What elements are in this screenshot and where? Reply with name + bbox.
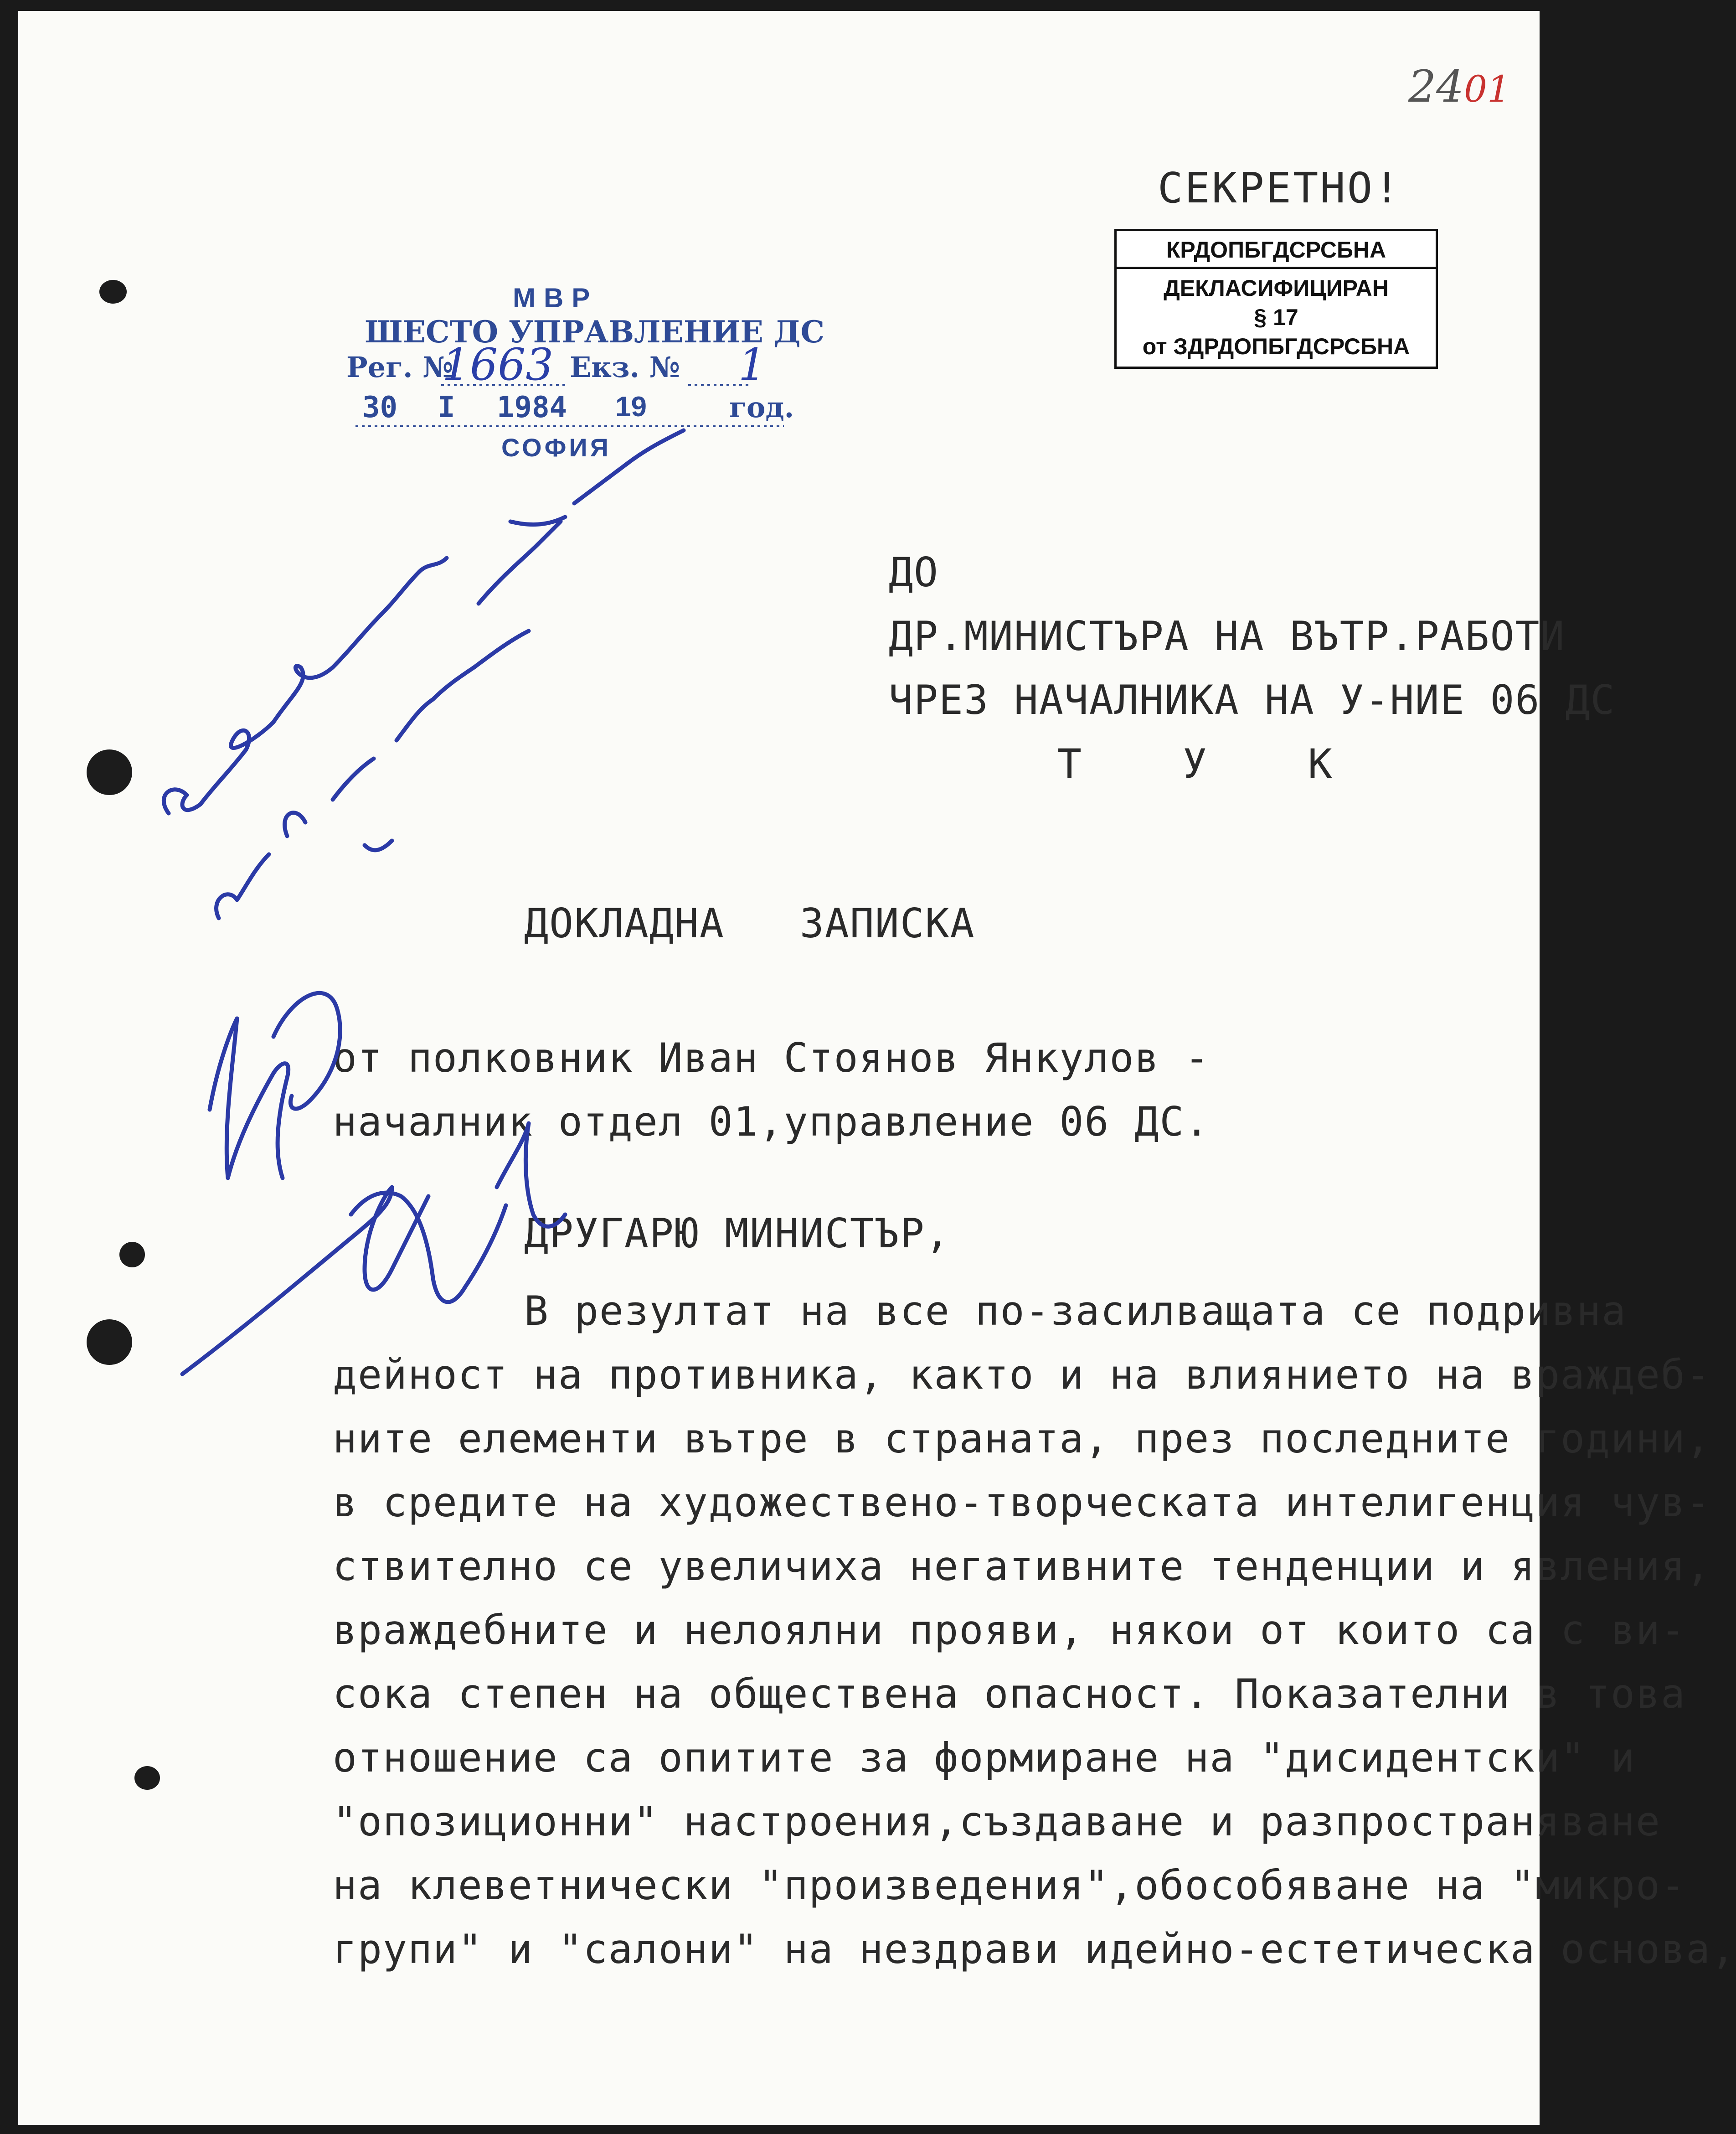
stamp-underlines — [328, 282, 839, 474]
stamp-department: ШЕСТО УПРАВЛЕНИЕ ДС — [365, 314, 825, 350]
stamp-date-day: 30 — [362, 391, 398, 424]
stamp-reg-number: 1663 — [442, 339, 554, 390]
stamp-date-year: 1984 — [497, 391, 567, 424]
stamp-reg-label: Рег. № — [346, 351, 453, 384]
page-number-main: 24 — [1408, 61, 1464, 112]
stamp-ministry: МВР — [513, 283, 598, 313]
author-line1: от полковник Иван Стоянов Янкулов - — [333, 1034, 1210, 1081]
punch-hole — [87, 1319, 132, 1365]
stamp-year-prefix: 19 — [615, 391, 647, 423]
body-line: ните елементи вътре в страната, през последните години, — [333, 1415, 1711, 1462]
stamp-year-suffix: год. — [729, 391, 794, 424]
page-number-red: 01 — [1464, 68, 1510, 110]
classification-mark: СЕКРЕТНО! — [1158, 164, 1401, 212]
addressee-line2: ЧРЕЗ НАЧАЛНИКА НА У-НИЕ 06 ДС — [889, 677, 1616, 723]
declassification-line3: от ЗДРДОПБГДСРСБНА — [1142, 334, 1410, 359]
stamp-copy-label: Екз. № — [570, 351, 680, 384]
addressee-line1: ДР.МИНИСТЪРА НА ВЪТР.РАБОТИ — [889, 613, 1566, 660]
body-line: ствително се увеличиха негативните тенденции и явления, — [333, 1543, 1711, 1590]
addressee-line3: Т У К — [1057, 740, 1333, 787]
author-line2: началник отдел 01,управление 06 ДС. — [333, 1098, 1210, 1145]
declassification-box — [1114, 229, 1438, 369]
body-line: враждебните и нелоялни прояви, някои от които са с ви- — [333, 1607, 1686, 1653]
body-line: В резултат на все по-засилващата се подривна — [524, 1287, 1627, 1334]
punch-hole — [99, 280, 127, 304]
declassification-header: КРДОПБГДСРСБНА — [1117, 231, 1436, 269]
body-line: дейност на противника, както и на влиянието на враждеб- — [333, 1351, 1711, 1398]
punch-hole — [87, 749, 132, 795]
declassification-line2: § 17 — [1254, 305, 1298, 330]
stamp-city: СОФИЯ — [501, 433, 611, 462]
punch-hole — [134, 1766, 160, 1790]
stamp-copy-number: 1 — [738, 339, 767, 390]
declassification-line1: ДЕКЛАСИФИЦИРАН — [1164, 275, 1389, 301]
page-number — [1408, 61, 1510, 112]
salutation: ДРУГАРЮ МИНИСТЪР, — [524, 1210, 950, 1257]
document-title: ДОКЛАДНА ЗАПИСКА — [524, 900, 975, 947]
body-line: отношение са опитите за формиране на "дисидентски" и — [333, 1734, 1636, 1781]
punch-hole — [119, 1242, 145, 1267]
body-line: сока степен на обществена опасност. Показателни в това — [333, 1670, 1686, 1717]
document-page — [18, 11, 1736, 2125]
body-line: "опозиционни" настроения,създаване и разпространяване — [333, 1798, 1661, 1845]
addressee-to: ДО — [889, 549, 939, 596]
body-line: групи" и "салони" на нездрави идейно-естетическа основа, — [333, 1926, 1736, 1973]
body-line: на клеветнически "произведения",обособяване на "микро- — [333, 1862, 1686, 1909]
body-line: в средите на художествено-творческата интелигенция чув- — [333, 1479, 1711, 1526]
stamp-date-month: I — [438, 391, 455, 424]
